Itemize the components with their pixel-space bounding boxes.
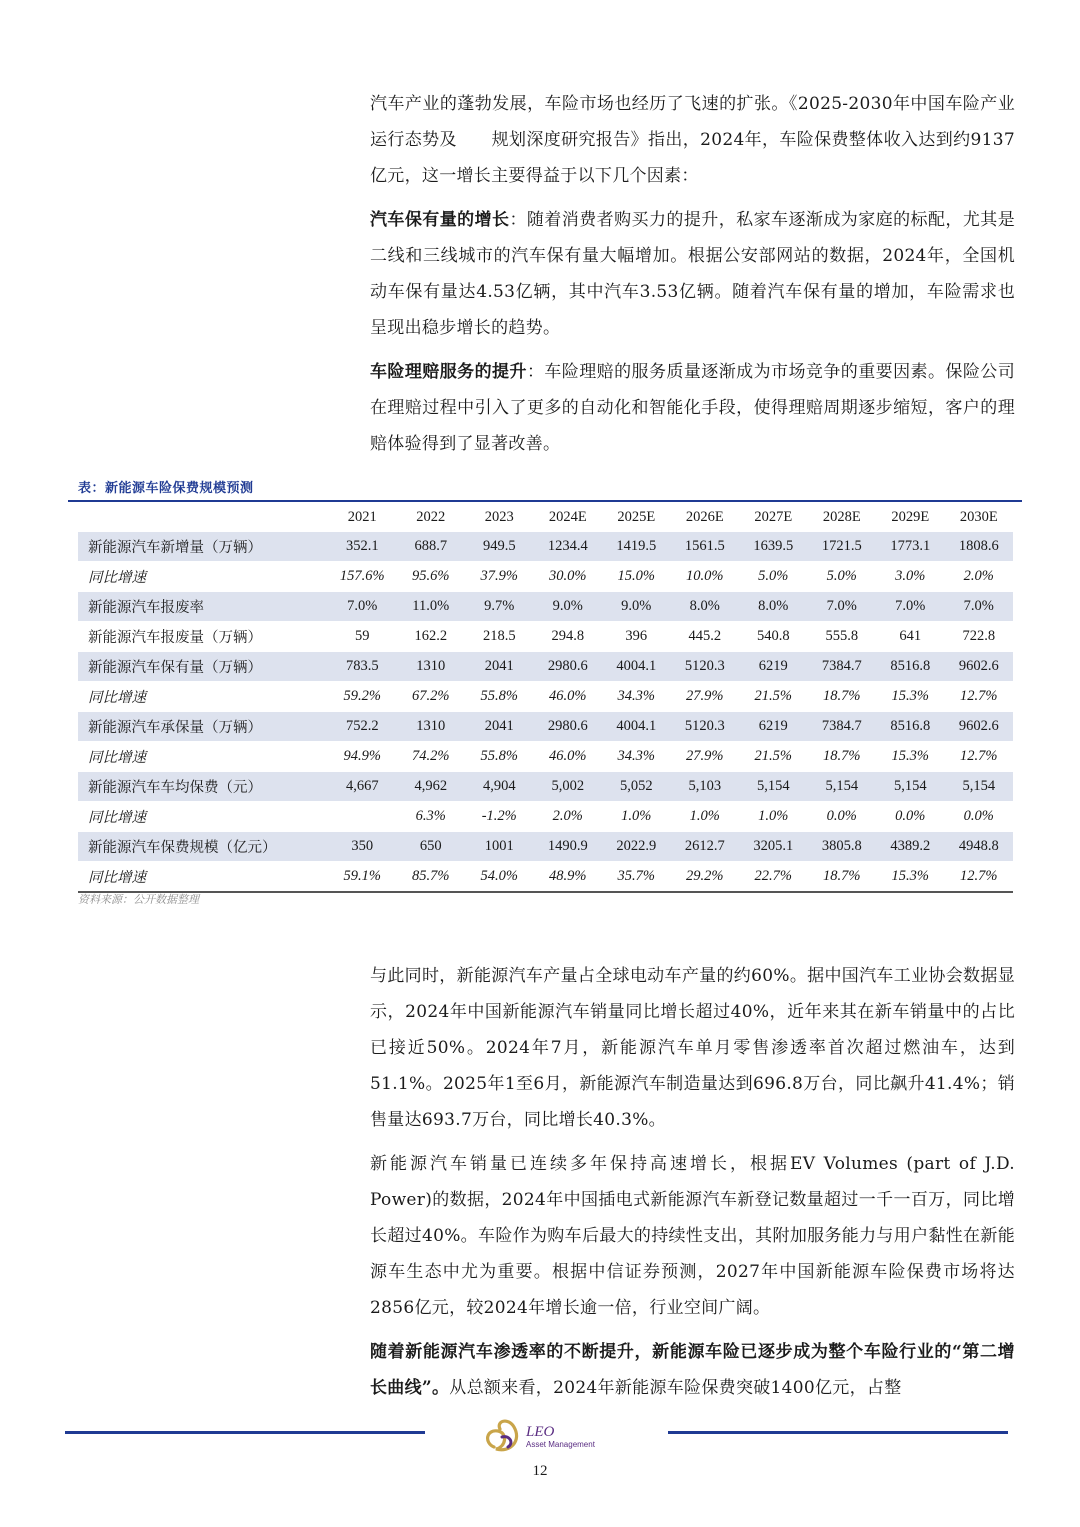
table-cell: 650 xyxy=(397,832,466,862)
table-cell: 4,962 xyxy=(397,772,466,802)
table-cell: 2041 xyxy=(465,712,534,742)
table-cell: 1.0% xyxy=(739,802,808,832)
table-cell: 722.8 xyxy=(945,622,1014,652)
table-header-year: 2027E xyxy=(739,503,808,532)
table-row xyxy=(78,712,1013,742)
logo-text: LEO xyxy=(526,1424,555,1440)
table-cell: 37.9% xyxy=(465,562,534,592)
table-cell: 3205.1 xyxy=(739,832,808,862)
table-cell: 4004.1 xyxy=(602,712,671,742)
table-cell: 1490.9 xyxy=(534,832,603,862)
table-cell: 445.2 xyxy=(671,622,740,652)
footer-rule-left xyxy=(65,1431,425,1434)
table-cell: 5,154 xyxy=(808,772,877,802)
table-cell: 3.0% xyxy=(876,562,945,592)
paragraph-heading: 汽车保有量的增长 xyxy=(370,210,510,230)
table-cell: 18.7% xyxy=(808,862,877,893)
table-row-label: 同比增速 xyxy=(78,802,328,832)
table-cell: 59.2% xyxy=(328,682,397,712)
table-row xyxy=(78,532,1013,562)
table-header-year: 2029E xyxy=(876,503,945,532)
table-cell: 4,904 xyxy=(465,772,534,802)
table-cell: 4,667 xyxy=(328,772,397,802)
table-cell: 218.5 xyxy=(465,622,534,652)
table-row xyxy=(78,772,1013,802)
table-cell: 5,154 xyxy=(945,772,1014,802)
table-row-label: 新能源汽车保费规模（亿元） xyxy=(78,832,328,862)
table-cell: 2.0% xyxy=(945,562,1014,592)
table-cell: 9602.6 xyxy=(945,712,1014,742)
table-cell: 30.0% xyxy=(534,562,603,592)
table-header-year: 2028E xyxy=(808,503,877,532)
paragraph-heading: 随着新能源汽车渗透率的不断提升，新能源车险已逐步成为整个车险行业的“第二增长曲线”。 xyxy=(370,1342,1015,1398)
table-cell: 27.9% xyxy=(671,682,740,712)
table-cell: 0.0% xyxy=(808,802,877,832)
table-row-label: 新能源汽车保有量（万辆） xyxy=(78,652,328,682)
table-cell: 7.0% xyxy=(808,592,877,622)
table-cell: 74.2% xyxy=(397,742,466,772)
table-cell: 21.5% xyxy=(739,682,808,712)
table-cell: 6219 xyxy=(739,652,808,682)
table-cell: 15.3% xyxy=(876,682,945,712)
table-cell: 8.0% xyxy=(671,592,740,622)
table-cell: 35.7% xyxy=(602,862,671,893)
table-row xyxy=(78,562,1013,592)
table-cell: 0.0% xyxy=(945,802,1014,832)
table-cell: 1639.5 xyxy=(739,532,808,562)
table-cell: 12.7% xyxy=(945,862,1014,893)
table-cell: 9602.6 xyxy=(945,652,1014,682)
table-cell: 7384.7 xyxy=(808,712,877,742)
table-cell: 9.0% xyxy=(602,592,671,622)
table-cell: 540.8 xyxy=(739,622,808,652)
paragraph-body: ：车险理赔的服务质量逐渐成为市场竞争的重要因素。保险公司在理赔过程中引入了更多的自动化和智能化手段，使得理赔周期逐步缩短，客户的理赔体验得到了显著改善。 xyxy=(370,362,1016,454)
table-header-year: 2023 xyxy=(465,503,534,532)
footer-rule-right xyxy=(668,1431,1008,1434)
logo-swirl-icon xyxy=(488,1421,517,1450)
table-header-corner xyxy=(78,503,328,532)
table-cell: 1419.5 xyxy=(602,532,671,562)
table-cell: 1773.1 xyxy=(876,532,945,562)
table-cell: 10.0% xyxy=(671,562,740,592)
table-cell: 21.5% xyxy=(739,742,808,772)
table-cell: 54.0% xyxy=(465,862,534,893)
table-cell: 29.2% xyxy=(671,862,740,893)
table-row xyxy=(78,622,1013,652)
table-cell: 5.0% xyxy=(739,562,808,592)
table-row-label: 新能源汽车承保量（万辆） xyxy=(78,712,328,742)
paragraph-heading: 车险理赔服务的提升 xyxy=(370,362,527,382)
table-cell: 34.3% xyxy=(602,742,671,772)
table-cell: 8516.8 xyxy=(876,712,945,742)
table-cell: 4389.2 xyxy=(876,832,945,862)
table-row-label: 同比增速 xyxy=(78,562,328,592)
table-cell: 55.8% xyxy=(465,742,534,772)
table-cell: 22.7% xyxy=(739,862,808,893)
table-row xyxy=(78,802,1013,832)
table-row-label: 同比增速 xyxy=(78,742,328,772)
table-cell: 7.0% xyxy=(945,592,1014,622)
table-cell: 59.1% xyxy=(328,862,397,893)
table-cell: 1.0% xyxy=(602,802,671,832)
table-cell: 2612.7 xyxy=(671,832,740,862)
table-row xyxy=(78,652,1013,682)
table-body xyxy=(78,532,1013,893)
source-note: 资料来源：公开数据整理 xyxy=(78,893,199,906)
table-cell: 15.0% xyxy=(602,562,671,592)
table-cell: 783.5 xyxy=(328,652,397,682)
table-cell: 6219 xyxy=(739,712,808,742)
table-cell: 5,103 xyxy=(671,772,740,802)
table-cell: 1310 xyxy=(397,652,466,682)
table-cell: 6.3% xyxy=(397,802,466,832)
table-cell: 4004.1 xyxy=(602,652,671,682)
paragraph-vehicle-ownership xyxy=(370,202,1015,346)
table-cell: 688.7 xyxy=(397,532,466,562)
table-cell: 8.0% xyxy=(739,592,808,622)
table-cell: 5120.3 xyxy=(671,712,740,742)
forecast-table xyxy=(78,503,1013,893)
table-cell: 5,154 xyxy=(876,772,945,802)
table-cell: 1561.5 xyxy=(671,532,740,562)
table-cell: 1001 xyxy=(465,832,534,862)
paragraph-market-expansion: 汽车产业的蓬勃发展，车险市场也经历了飞速的扩张。《2025-2030年中国车险产业运行态势及 规划深度研究报告》指出，2024年，车险保费整体收入达到约9137亿元，这一增长主要得益于以下几个因素： xyxy=(370,94,1015,186)
table-row-label: 同比增速 xyxy=(78,862,328,893)
table-cell: 18.7% xyxy=(808,682,877,712)
table-cell: 67.2% xyxy=(397,682,466,712)
table-cell: 27.9% xyxy=(671,742,740,772)
table-header-year: 2026E xyxy=(671,503,740,532)
table-cell: 2041 xyxy=(465,652,534,682)
table-cell: 752.2 xyxy=(328,712,397,742)
table-cell: 1721.5 xyxy=(808,532,877,562)
table-row-label: 同比增速 xyxy=(78,682,328,712)
table-row xyxy=(78,742,1013,772)
table-cell: 949.5 xyxy=(465,532,534,562)
logo-subtext: Asset Management xyxy=(526,1440,595,1449)
company-logo xyxy=(480,1413,630,1457)
table-cell: 46.0% xyxy=(534,682,603,712)
table-cell: 5120.3 xyxy=(671,652,740,682)
table-cell: 85.7% xyxy=(397,862,466,893)
table-header-year: 2030E xyxy=(945,503,1014,532)
table-cell: 2980.6 xyxy=(534,652,603,682)
table-cell: 12.7% xyxy=(945,742,1014,772)
table-cell: -1.2% xyxy=(465,802,534,832)
table-cell: 350 xyxy=(328,832,397,862)
table-cell: 94.9% xyxy=(328,742,397,772)
table-cell: 5.0% xyxy=(808,562,877,592)
table-cell: 4948.8 xyxy=(945,832,1014,862)
table-cell: 59 xyxy=(328,622,397,652)
table-cell: 0.0% xyxy=(876,802,945,832)
table-cell: 352.1 xyxy=(328,532,397,562)
table-cell: 9.7% xyxy=(465,592,534,622)
table-cell xyxy=(328,802,397,832)
table-cell: 1.0% xyxy=(671,802,740,832)
table-cell: 2022.9 xyxy=(602,832,671,862)
table-cell: 5,002 xyxy=(534,772,603,802)
table-header-year: 2025E xyxy=(602,503,671,532)
table-cell: 555.8 xyxy=(808,622,877,652)
table-cell: 7384.7 xyxy=(808,652,877,682)
table-cell: 7.0% xyxy=(876,592,945,622)
table-cell: 5,154 xyxy=(739,772,808,802)
table-cell: 1234.4 xyxy=(534,532,603,562)
paragraph-body: 从总额来看，2024年新能源车险保费突破1400亿元，占整 xyxy=(449,1378,902,1398)
table-row xyxy=(78,592,1013,622)
table-cell: 8516.8 xyxy=(876,652,945,682)
paragraph-nev-sales: 新能源汽车销量已连续多年保持高速增长，根据EV Volumes (part of J.D. Power)的数据，2024年中国插电式新能源汽车新登记数量超过一千一百万，同比增长超过40%。车险作为购车后最大的持续性支出，其附加服务能力与用户黏性在新能源车生态中尤为重要。根据中信证券预测，2027年中国新能源车险保费市场将达2856亿元，较2024年增长逾一倍，行业空间广阔。 xyxy=(370,1154,1015,1318)
table-title: 表：新能源车险保费规模预测 xyxy=(78,481,254,496)
table-cell: 15.3% xyxy=(876,862,945,893)
paragraph-second-growth-curve xyxy=(370,1334,1015,1406)
table-cell: 11.0% xyxy=(397,592,466,622)
table-header-year: 2021 xyxy=(328,503,397,532)
table-row-label: 新能源汽车车均保费（元） xyxy=(78,772,328,802)
paragraph-claims-service xyxy=(370,354,1015,462)
table-row-label: 新能源汽车报废量（万辆） xyxy=(78,622,328,652)
paragraph-nev-production: 与此同时，新能源汽车产量占全球电动车产量的约60%。据中国汽车工业协会数据显示，2024年中国新能源汽车销量同比增长超过40%，近年来其在新车销量中的占比已接近50%。2024年7月，新能源汽车单月零售渗透率首次超过燃油车，达到51.1%。2025年1至6月，新能源汽车制造量达到696.8万台，同比飙升41.4%；销售量达693.7万台，同比增长40.3%。 xyxy=(370,966,1015,1130)
table-cell: 7.0% xyxy=(328,592,397,622)
paragraph-body: ：随着消费者购买力的提升，私家车逐渐成为家庭的标配，尤其是二线和三线城市的汽车保有量大幅增加。根据公安部网站的数据，2024年，全国机动车保有量达4.53亿辆，其中汽车3.53亿辆。随着汽车保有量的增加，车险需求也呈现出稳步增长的趋势。 xyxy=(370,210,1016,338)
table-row-label: 新能源汽车新增量（万辆） xyxy=(78,532,328,562)
table-cell: 396 xyxy=(602,622,671,652)
table-cell: 9.0% xyxy=(534,592,603,622)
table-row xyxy=(78,862,1013,893)
page-number: 12 xyxy=(532,1463,548,1479)
table-header-row xyxy=(78,503,1013,532)
table-row xyxy=(78,682,1013,712)
table-row xyxy=(78,832,1013,862)
table-cell: 2980.6 xyxy=(534,712,603,742)
table-cell: 294.8 xyxy=(534,622,603,652)
table-cell: 157.6% xyxy=(328,562,397,592)
table-cell: 34.3% xyxy=(602,682,671,712)
table-cell: 5,052 xyxy=(602,772,671,802)
table-cell: 55.8% xyxy=(465,682,534,712)
table-top-rule xyxy=(68,500,1022,502)
table-cell: 12.7% xyxy=(945,682,1014,712)
table-cell: 162.2 xyxy=(397,622,466,652)
table-cell: 2.0% xyxy=(534,802,603,832)
table-cell: 48.9% xyxy=(534,862,603,893)
table-header-year: 2022 xyxy=(397,503,466,532)
table-header-year: 2024E xyxy=(534,503,603,532)
table-cell: 15.3% xyxy=(876,742,945,772)
table-cell: 46.0% xyxy=(534,742,603,772)
table-cell: 1808.6 xyxy=(945,532,1014,562)
table-cell: 1310 xyxy=(397,712,466,742)
table-row-label: 新能源汽车报废率 xyxy=(78,592,328,622)
table-cell: 3805.8 xyxy=(808,832,877,862)
table-cell: 641 xyxy=(876,622,945,652)
table-cell: 18.7% xyxy=(808,742,877,772)
table-cell: 95.6% xyxy=(397,562,466,592)
